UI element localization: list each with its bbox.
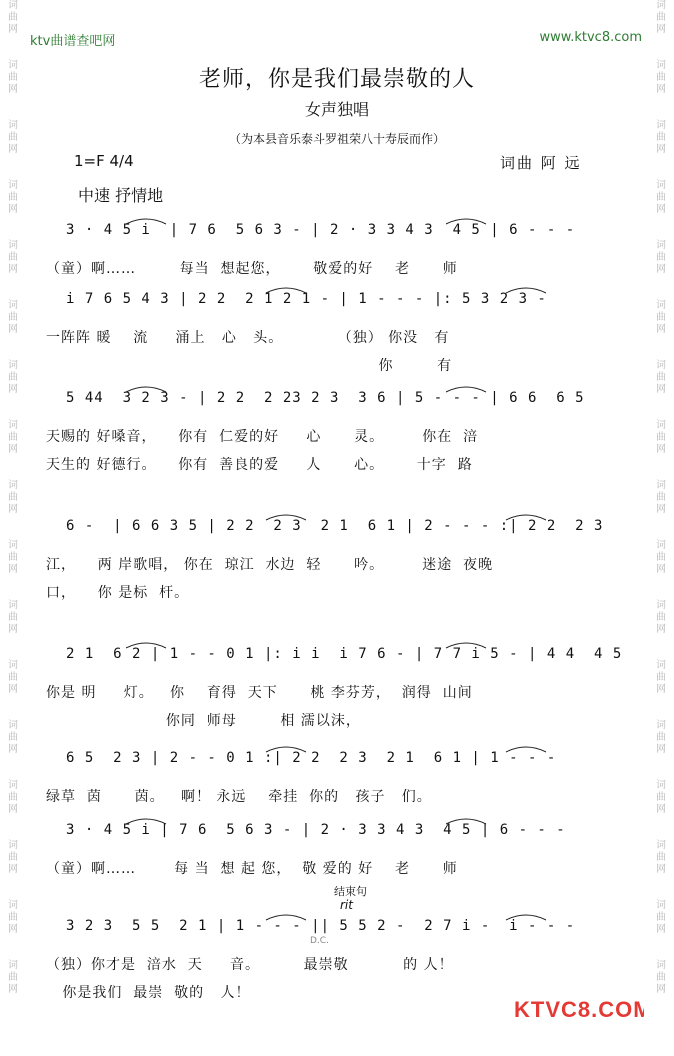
side-watermark-char: 网 (8, 84, 18, 95)
side-watermark-char: 曲 (8, 912, 18, 923)
slur-overlay (66, 285, 616, 325)
side-watermark-char: 网 (8, 144, 18, 155)
side-watermark-char: 网 (8, 504, 18, 515)
song-title: 老师，你是我们最崇敬的人 (198, 67, 475, 92)
side-watermark-char: 网 (656, 204, 666, 215)
side-watermark-char: 词 (656, 420, 666, 431)
side-watermark-char: 网 (656, 744, 666, 755)
side-watermark-char: 曲 (656, 792, 666, 803)
side-watermark-char: 网 (8, 984, 18, 995)
side-watermark-char: 曲 (656, 672, 666, 683)
site-logo (514, 996, 644, 1028)
side-watermark-char: 词 (656, 660, 666, 671)
notation-line: 5 44 3 2 3 - | 2 2 2 23 2 3 3 6 | 5 - - - | 6 6 6 5 (66, 390, 585, 406)
slur-mark (446, 219, 486, 224)
side-watermark-char: 网 (656, 84, 666, 95)
side-watermark-char: 词 (656, 780, 666, 791)
side-watermark-char: 词 (8, 480, 18, 491)
slur-mark (126, 387, 166, 392)
slur-mark (446, 387, 486, 392)
side-watermark-char: 词 (8, 240, 18, 251)
side-watermark-char: 曲 (656, 12, 666, 23)
side-watermark-char: 网 (656, 144, 666, 155)
tempo-marking: 中速 抒情地 (78, 186, 164, 205)
lyric-line: 口， 你 是标 杆。 (46, 585, 190, 601)
slur-overlay (66, 512, 616, 552)
side-watermark-char: 曲 (656, 732, 666, 743)
side-watermark-char: 曲 (8, 792, 18, 803)
lyric-line: 绿草 茵 茵。 啊！ 永远 牵挂 你的 孩子 们。 (46, 789, 432, 805)
slur-mark (266, 915, 306, 920)
side-watermark-char: 词 (8, 900, 18, 911)
side-watermark-char: 曲 (656, 492, 666, 503)
side-watermark-char: 词 (656, 840, 666, 851)
side-watermark-char: 曲 (656, 132, 666, 143)
side-watermark-char: 曲 (8, 72, 18, 83)
lyric-line: （独）你才是 涪水 天 音。 最崇敬 的 人！ (46, 957, 454, 973)
slur-overlay (66, 384, 616, 424)
side-watermark-char: 网 (8, 384, 18, 395)
slur-mark (506, 288, 546, 293)
side-watermark-char: 词 (8, 60, 18, 71)
side-watermark-char: 曲 (8, 972, 18, 983)
side-watermark-char: 网 (656, 324, 666, 335)
side-watermark-char: 词 (656, 60, 666, 71)
rit-marking: rit (340, 898, 353, 912)
side-watermark-char: 词 (656, 240, 666, 251)
side-watermark-char: 词 (8, 780, 18, 791)
slur-mark (126, 643, 166, 648)
side-watermark-char: 曲 (8, 252, 18, 263)
side-watermark-char: 网 (8, 864, 18, 875)
slur-mark (506, 747, 546, 752)
side-watermark-char: 曲 (656, 552, 666, 563)
lyric-line: 你同 师母 相 濡以沫， (46, 713, 361, 729)
site-name-left[interactable]: ktv曲谱查吧网 (30, 34, 116, 49)
score-line (66, 512, 616, 544)
side-watermark-char: 网 (8, 684, 18, 695)
slur-mark (446, 819, 486, 824)
side-watermark-char: 词 (656, 720, 666, 731)
side-watermark-char: 曲 (656, 912, 666, 923)
slur-mark (506, 915, 546, 920)
side-watermark-char: 曲 (656, 852, 666, 863)
dedication: （为本县音乐泰斗罗祖荣八十寿辰而作） (228, 132, 445, 146)
side-watermark-char: 词 (656, 960, 666, 971)
side-watermark-char: 曲 (8, 132, 18, 143)
side-watermark-char: 词 (8, 660, 18, 671)
slur-mark (126, 219, 166, 224)
lyric-line: （童）啊…… 每当 想起您， 敬爱的好 老 师 (46, 261, 458, 277)
dc-marking: D.C. (310, 936, 329, 946)
side-watermark-char: 网 (656, 864, 666, 875)
side-watermark-char: 网 (656, 444, 666, 455)
side-watermark-char: 词 (656, 900, 666, 911)
score-line (66, 816, 616, 848)
side-watermark-char: 词 (8, 540, 18, 551)
side-watermark-char: 词 (8, 420, 18, 431)
side-watermark-char: 词 (8, 120, 18, 131)
side-watermark-char: 词 (8, 300, 18, 311)
side-watermark-char: 词 (656, 300, 666, 311)
side-watermark-char: 网 (8, 324, 18, 335)
score-line (66, 640, 623, 672)
ending-label: 结束句 (334, 885, 367, 898)
side-watermark-char: 曲 (656, 252, 666, 263)
side-watermark-char: 曲 (8, 612, 18, 623)
slur-overlay (66, 816, 616, 856)
notation-line: 3 · 4 5 i | 7 6 5 6 3 - | 2 · 3 3 4 3 4 5 | 6 - - - (66, 222, 576, 238)
side-watermark-char: 网 (656, 24, 666, 35)
side-watermark-char: 词 (656, 360, 666, 371)
side-watermark-char: 曲 (8, 432, 18, 443)
side-watermark-char: 网 (8, 624, 18, 635)
score-line (66, 912, 616, 944)
side-watermark-char: 曲 (8, 372, 18, 383)
key-signature: 1=F 4/4 (74, 152, 134, 170)
side-watermark-char: 网 (656, 564, 666, 575)
side-watermark-char: 网 (8, 564, 18, 575)
side-watermark-char: 词 (656, 540, 666, 551)
side-watermark-char: 词 (8, 720, 18, 731)
side-watermark-char: 曲 (656, 312, 666, 323)
side-watermark-char: 网 (8, 744, 18, 755)
side-watermark-char: 词 (8, 840, 18, 851)
side-watermark-char: 词 (8, 0, 18, 11)
score-line (66, 285, 616, 317)
site-url-right[interactable]: www.ktvc8.com (539, 30, 642, 45)
side-watermark-char: 网 (656, 624, 666, 635)
side-watermark-char: 词 (8, 180, 18, 191)
side-watermark-char: 词 (656, 120, 666, 131)
slur-mark (446, 643, 486, 648)
side-watermark-char: 曲 (8, 732, 18, 743)
notation-line: 2 1 6 2 | 1 - - 0 1 |: i i i 7 6 - | 7 7 i 5 - | 4 4 4 5 (66, 646, 623, 662)
side-watermark-char: 曲 (8, 12, 18, 23)
side-watermark-char: 网 (656, 264, 666, 275)
side-watermark-char: 网 (656, 984, 666, 995)
notation-line: i 7 6 5 4 3 | 2 2 2 1 2 1 - | 1 - - - |: 5 3 2 3 - (66, 291, 547, 307)
side-watermark-char: 词 (656, 480, 666, 491)
side-watermark-left (2, 0, 24, 1056)
slur-mark (506, 515, 546, 520)
notation-line: 3 2 3 5 5 2 1 | 1 - - - || 5 5 2 - 2 7 i - i - - - (66, 918, 576, 934)
side-watermark-char: 词 (8, 360, 18, 371)
side-watermark-char: 曲 (8, 192, 18, 203)
lyric-line: （童）啊…… 每 当 想 起 您， 敬 爱的 好 老 师 (46, 861, 458, 877)
side-watermark-char: 曲 (8, 312, 18, 323)
side-watermark-char: 曲 (656, 432, 666, 443)
side-watermark-right (650, 0, 672, 1056)
side-watermark-char: 网 (656, 384, 666, 395)
song-subtitle: 女声独唱 (304, 100, 369, 119)
side-watermark-char: 网 (8, 804, 18, 815)
side-watermark-char: 词 (8, 600, 18, 611)
slur-overlay (66, 216, 616, 256)
side-watermark-char: 曲 (656, 612, 666, 623)
side-watermark-char: 曲 (8, 492, 18, 503)
side-watermark-char: 曲 (656, 192, 666, 203)
side-watermark-char: 词 (8, 960, 18, 971)
lyric-line: 天生的 好德行。 你有 善良的爱 人 心。 十字 路 (46, 457, 473, 473)
score-line (66, 744, 616, 776)
side-watermark-char: 曲 (8, 552, 18, 563)
slur-mark (126, 819, 166, 824)
slur-overlay (66, 912, 616, 952)
svg-text:KTVC8.COM: KTVC8.COM (514, 997, 644, 1022)
side-watermark-char: 网 (656, 504, 666, 515)
score-line (66, 216, 616, 248)
slur-mark (266, 288, 306, 293)
notation-line: 3 · 4 5 i | 7 6 5 6 3 - | 2 · 3 3 4 3 4 5 | 6 - - - (66, 822, 566, 838)
side-watermark-char: 词 (656, 180, 666, 191)
side-watermark-char: 网 (8, 264, 18, 275)
lyric-line: 天赐的 好嗓音， 你有 仁爱的好 心 灵。 你在 涪 (46, 429, 479, 445)
side-watermark-char: 曲 (656, 972, 666, 983)
lyric-line: 你 有 (46, 358, 453, 374)
side-watermark-char: 曲 (8, 852, 18, 863)
slur-mark (266, 747, 306, 752)
composer: 词曲 阿 远 (500, 154, 582, 172)
side-watermark-char: 网 (8, 204, 18, 215)
slur-overlay (66, 744, 616, 784)
side-watermark-char: 网 (8, 924, 18, 935)
score-line (66, 384, 616, 416)
lyric-line: 江， 两 岸歌唱， 你在 琼江 水边 轻 吟。 迷途 夜晚 (46, 557, 494, 573)
side-watermark-char: 曲 (656, 372, 666, 383)
side-watermark-char: 曲 (8, 672, 18, 683)
lyric-line: 你是我们 最崇 敬的 人！ (46, 985, 251, 1001)
side-watermark-char: 网 (656, 924, 666, 935)
side-watermark-char: 网 (656, 804, 666, 815)
side-watermark-char: 词 (656, 0, 666, 11)
slur-mark (266, 515, 306, 520)
notation-line: 6 5 2 3 | 2 - - 0 1 :| 2 2 2 3 2 1 6 1 | 1 - - - (66, 750, 557, 766)
lyric-line: 一阵阵 暖 流 涌上 心 头。 （独） 你没 有 (46, 330, 450, 346)
side-watermark-char: 网 (656, 684, 666, 695)
lyric-line: 你是 明 灯。 你 育得 天下 桃 李芬芳， 润得 山间 (46, 685, 473, 701)
side-watermark-char: 词 (656, 600, 666, 611)
side-watermark-char: 网 (8, 444, 18, 455)
notation-line: 6 - | 6 6 3 5 | 2 2 2 3 2 1 6 1 | 2 - - - :| 2 2 2 3 (66, 518, 604, 534)
side-watermark-char: 网 (8, 24, 18, 35)
side-watermark-char: 曲 (656, 72, 666, 83)
slur-overlay (66, 640, 623, 680)
